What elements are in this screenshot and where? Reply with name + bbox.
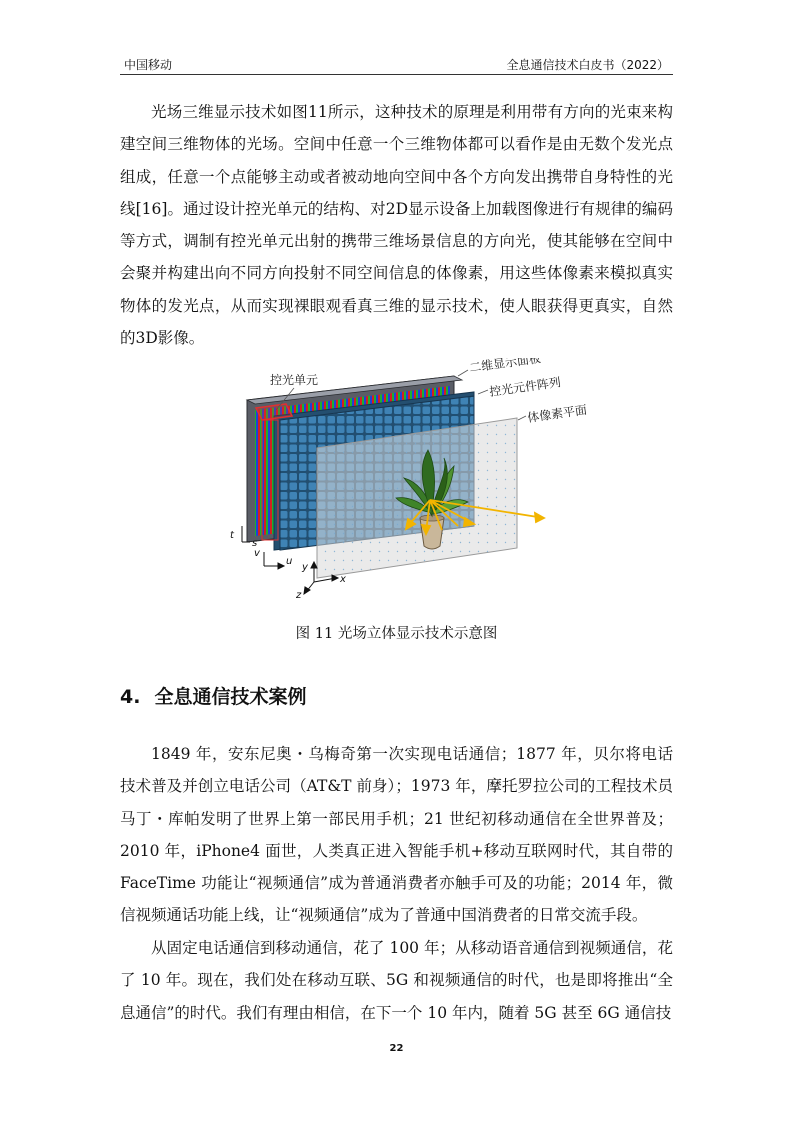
axis-label-y: y <box>302 562 308 573</box>
section-number: 4. <box>120 686 141 708</box>
figure-light-field-diagram <box>222 358 592 608</box>
paragraph-light-field: 光场三维显示技术如图11所示，这种技术的原理是利用带有方向的光束来构建空间三维物体的光场。空间中任意一个三维物体都可以看作是由无数个发光点组成，任意一个点能够主动或者被动地向空间中各个方向发出携带自身特性的光线[16]。通过设计控光单元的结构、对2D显示设备上加载图像进行有规律的编码等方式，调制有控光单元出射的携带三维场景信息的方向光，使其能够在空间中会聚并构建出向不同方向投射不同空间信息的体像素，用这些体像素来模拟真实物体的发光点，从而实现裸眼观看真三维的显示技术，使人眼获得更真实，自然的3D影像。 <box>120 103 673 348</box>
label-display-panel: 二维显示面板 <box>468 358 542 375</box>
header-rule <box>120 74 673 75</box>
leader-control-array <box>478 390 488 394</box>
section-heading <box>120 682 306 709</box>
label-control-array: 控光元件阵列 <box>488 375 562 399</box>
axis-label-x: x <box>340 574 346 585</box>
label-voxel-plane: 体像素平面 <box>526 402 588 425</box>
axis-label-t: t <box>230 530 234 541</box>
header-doc-title: 全息通信技术白皮书（2022） <box>506 58 669 72</box>
paragraph-future: 从固定电话通信到移动通信，花了 100 年；从移动语音通信到视频通信，花了 10 年。现在，我们处在移动互联、5G 和视频通信的时代，也是即将推出“全息通信”的时代。我们有理由相信，在下一个 10 年内，随着 5G 甚至 6G 通信技 <box>120 939 673 1022</box>
leader-display-panel <box>458 370 468 376</box>
header-org: 中国移动 <box>124 58 173 72</box>
figure-caption: 图 11 光场立体显示技术示意图 <box>295 626 498 642</box>
axis-x-arrow <box>332 575 338 581</box>
ray-1-arrow <box>535 513 544 522</box>
page-header <box>120 56 673 74</box>
label-control-unit: 控光单元 <box>270 373 319 387</box>
axis-label-u: u <box>286 556 293 567</box>
light-field-diagram <box>222 358 592 608</box>
section-title: 全息通信技术案例 <box>154 686 307 708</box>
axis-u-arrow <box>278 563 284 569</box>
axis-label-z: z <box>296 590 302 601</box>
axis-y-arrow <box>311 562 317 568</box>
axis-label-v: v <box>254 548 260 559</box>
page-number: 22 <box>389 1043 404 1054</box>
axis-label-s: s <box>252 538 258 549</box>
leader-voxel-plane <box>518 416 526 420</box>
paragraph-history: 1849 年，安东尼奥・乌梅奇第一次实现电话通信；1877 年，贝尔将电话技术普及并创立电话公司（AT&T 前身）；1973 年，摩托罗拉公司的工程技术员马丁・库帕发明了世界上第一部民用手机；21 世纪初移动通信在全世界普及；2010 年，iPhone4 面世，人类真正进入智能手机+移动互联网时代，其自带的 FaceTime 功能让“视频通信”成为普通消费者亦触手可及的功能；2014 年，微信视频通话功能上线，让“视频通信”成为了普通中国消费者的日常交流手段。 <box>120 745 673 925</box>
plant-pot <box>420 518 444 549</box>
